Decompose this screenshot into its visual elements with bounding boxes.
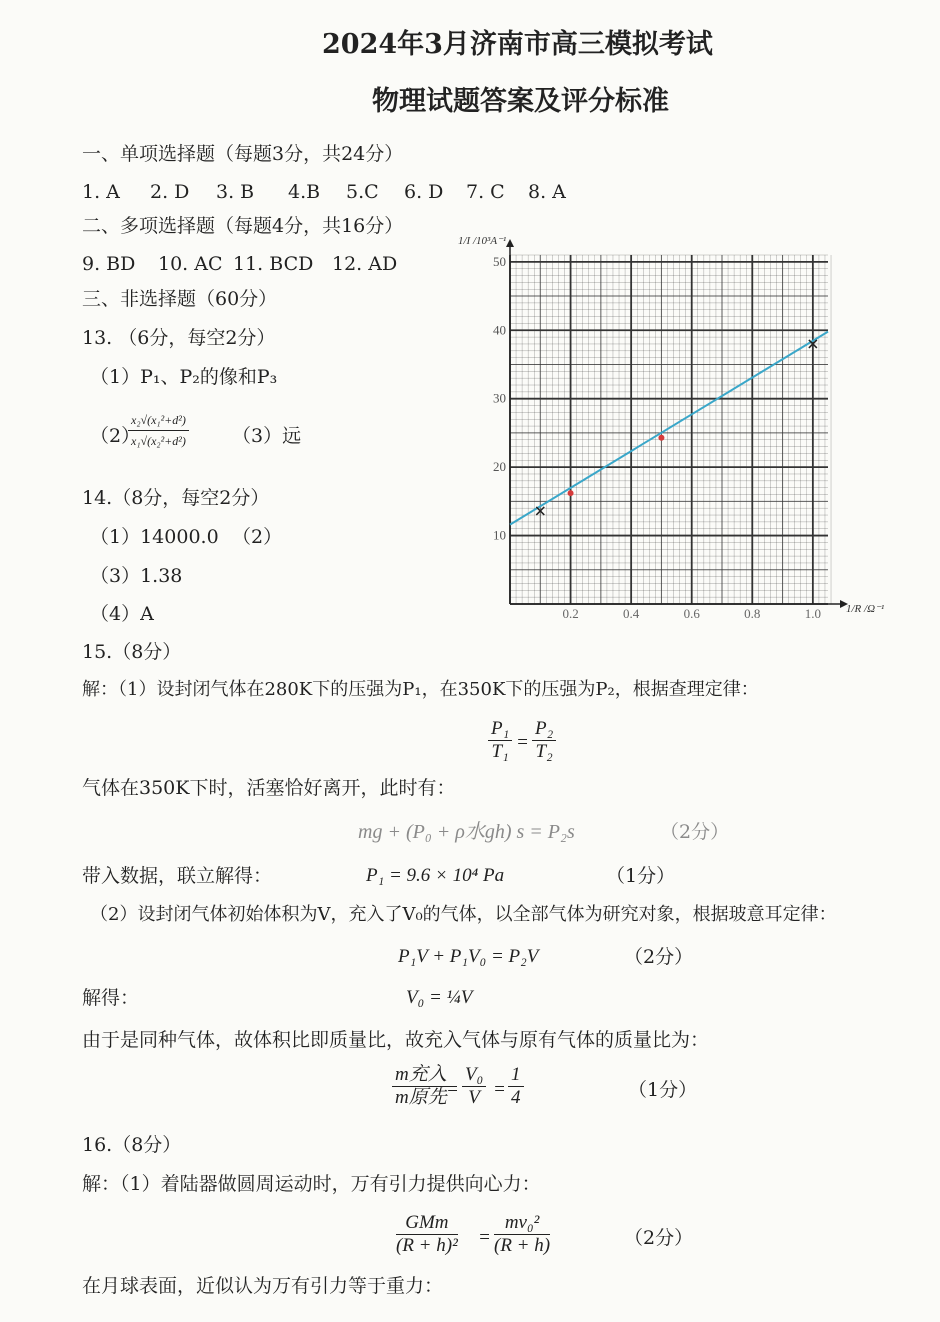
- answer-6: 6. D: [404, 181, 444, 203]
- q13-answer-3: （3）远: [232, 425, 302, 447]
- q15-line-3: 带入数据，联立解得：: [82, 865, 273, 887]
- q13-answer-1: （1）P₁、P₂的像和P₃: [90, 366, 278, 388]
- fraction-denominator: T₂: [535, 741, 553, 762]
- fraction-numerator: m充入: [392, 1064, 450, 1087]
- graph-1-over-I-vs-1-over-R: [0, 0, 940, 640]
- q16-eq1-score: （2分）: [624, 1227, 694, 1249]
- q15-eq2: mg + (P₀ + ρ水gh) s = P₂s: [358, 821, 575, 843]
- q14-answer-4: （4）A: [90, 603, 154, 625]
- answer-9: 9. BD: [82, 253, 136, 275]
- fraction-denominator: m原先: [395, 1087, 447, 1108]
- q15-eq6-score: （1分）: [628, 1079, 698, 1101]
- fraction-numerator: 1: [508, 1064, 524, 1087]
- fraction-denominator: 4: [511, 1087, 521, 1108]
- q15-eq6-mass-ratio: [392, 1064, 450, 1109]
- x-tick-label: 1.0: [804, 606, 821, 621]
- y-tick-label: 40: [493, 322, 506, 338]
- x-tick-label: 0.2: [562, 606, 579, 621]
- exam-title: 2024年3月济南市高三模拟考试: [322, 29, 713, 60]
- exam-subtitle: 物理试题答案及评分标准: [372, 86, 669, 117]
- section3-heading: 三、非选择题（60分）: [82, 288, 278, 310]
- fraction-denominator: x₁√(x₂²+d²): [131, 434, 186, 448]
- x-tick-label: 0.6: [683, 606, 700, 621]
- q15-eq1-left-fraction: [488, 718, 512, 763]
- fraction-denominator: T₁: [491, 741, 509, 762]
- q13-answer-2-label: （2）: [90, 425, 141, 447]
- q14-answer-3: （3）1.38: [90, 565, 183, 587]
- answer-11: 11. BCD: [233, 253, 314, 275]
- q13-heading: 13. （6分，每空2分）: [82, 327, 276, 349]
- y-tick-label: 50: [493, 253, 506, 269]
- q15-eq4-score: （2分）: [624, 946, 694, 968]
- q15-eq4: P₁V + P₁V₀ = P₂V: [398, 946, 539, 967]
- q15-eq6-value: [508, 1064, 524, 1109]
- q16-eq1-right-fraction: [494, 1212, 550, 1257]
- q15-eq2-score: （2分）: [660, 821, 730, 843]
- answer-3: 3. B: [216, 181, 255, 203]
- data-point: [568, 490, 574, 496]
- answer-2: 2. D: [150, 181, 190, 203]
- fraction-numerator: GMm: [396, 1212, 458, 1235]
- x-axis-label: 1/R /Ω⁻¹: [846, 603, 885, 615]
- fraction-numerator: x₂√(x₁²+d²): [128, 410, 189, 431]
- q15-eq5: V₀ = ¼V: [406, 987, 473, 1008]
- fraction-denominator: (R + h): [494, 1235, 551, 1256]
- q15-eq6-volume-ratio: [462, 1064, 486, 1109]
- y-axis-label: 1/I /10³A⁻¹: [458, 235, 507, 247]
- q15-line-6: 由于是同种气体，故体积比即质量比，故充入气体与原有气体的质量比为：: [82, 1029, 710, 1051]
- answer-7: 7. C: [466, 181, 505, 203]
- answer-1: 1. A: [82, 181, 120, 203]
- fraction-numerator: P₂: [532, 718, 556, 741]
- q15-eq3: P₁ = 9.6 × 10⁴ Pa: [366, 865, 505, 886]
- fraction-numerator: P₁: [488, 718, 512, 741]
- q15-eq6-equals-2: =: [493, 1079, 506, 1100]
- q15-line-1: 解：（1）设封闭气体在280K下的压强为P₁，在350K下的压强为P₂，根据查理定律：: [82, 679, 759, 700]
- section2-heading: 二、多项选择题（每题4分，共16分）: [82, 215, 404, 237]
- answer-8: 8. A: [528, 181, 566, 203]
- data-point: [658, 435, 664, 441]
- q15-line-4: （2）设封闭气体初始体积为V，充入了V₀的气体，以全部气体为研究对象，根据玻意耳定律：: [90, 904, 837, 925]
- y-tick-label: 20: [493, 459, 506, 475]
- q15-line-2: 气体在350K下时，活塞恰好离开，此时有：: [82, 777, 456, 799]
- y-tick-label: 30: [493, 390, 506, 406]
- section1-heading: 一、单项选择题（每题3分，共24分）: [82, 143, 404, 165]
- q14-answer-1: （1）14000.0: [90, 526, 219, 548]
- y-tick-label: 10: [493, 527, 506, 543]
- answer-4: 4.B: [288, 181, 321, 203]
- y-axis-arrow: [506, 239, 514, 247]
- answer-5: 5.C: [346, 181, 379, 203]
- fraction-denominator: (R + h)²: [396, 1235, 458, 1256]
- fitted-line: [510, 332, 828, 525]
- q15-eq1-right-fraction: [532, 718, 556, 763]
- q16-heading: 16.（8分）: [82, 1134, 182, 1156]
- fraction-denominator: V: [468, 1087, 480, 1108]
- q15-eq3-score: （1分）: [606, 865, 676, 887]
- q15-line-5: 解得：: [82, 987, 140, 1009]
- fraction-numerator: V₀: [462, 1064, 486, 1087]
- q14-answer-2: （2）: [232, 526, 283, 548]
- q15-heading: 15.（8分）: [82, 641, 182, 663]
- q14-heading: 14.（8分，每空2分）: [82, 487, 270, 509]
- x-tick-label: 0.4: [623, 606, 640, 621]
- q16-line-1: 解：（1）着陆器做圆周运动时，万有引力提供向心力：: [82, 1173, 541, 1195]
- answer-12: 12. AD: [332, 253, 398, 275]
- q15-eq1-equals: =: [516, 732, 529, 753]
- q16-line-2: 在月球表面，近似认为万有引力等于重力：: [82, 1275, 444, 1297]
- q16-eq1-left-fraction: [396, 1212, 458, 1257]
- x-tick-label: 0.8: [744, 606, 761, 621]
- q15-eq6-equals-1: =: [446, 1079, 459, 1100]
- q16-eq1-equals: =: [478, 1227, 491, 1248]
- fraction-numerator: mv₀²: [494, 1212, 550, 1235]
- answer-10: 10. AC: [158, 253, 223, 275]
